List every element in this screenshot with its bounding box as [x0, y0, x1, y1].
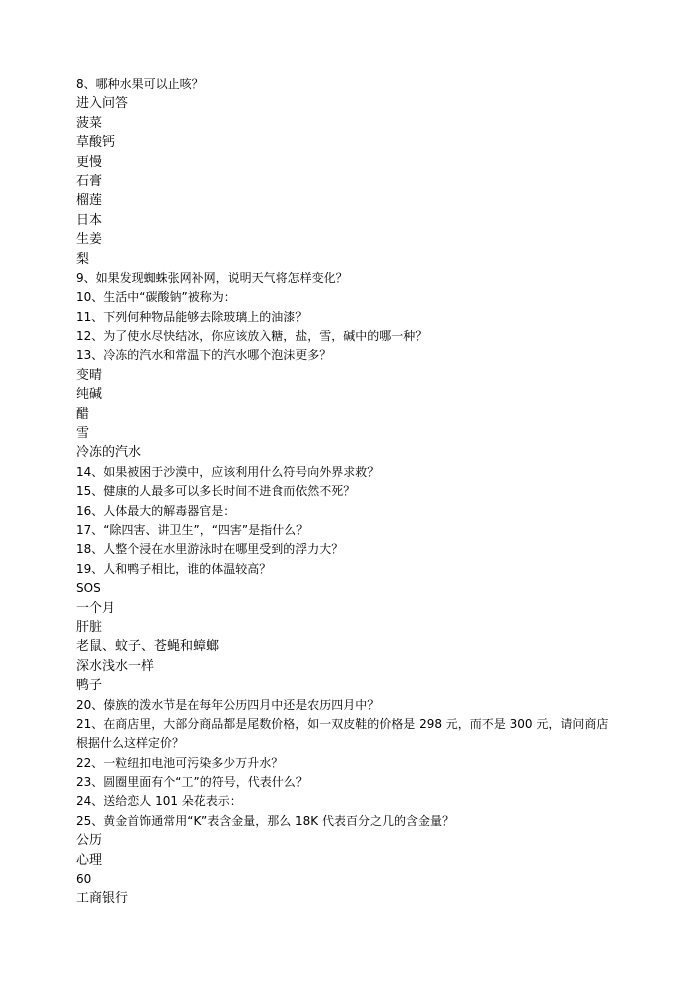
question-line: 20、傣族的泼水节是在每年公历四月中还是农历四月中？: [76, 697, 380, 712]
question-line: 13、冷冻的汽水和常温下的汽水哪个泡沫更多？: [76, 348, 332, 363]
question-line: 25、黄金首饰通常用“K”表含金量，那么 18K 代表百分之几的含金量？: [76, 813, 454, 828]
answer-line: 冷冻的汽水: [76, 445, 142, 461]
question-line: 11、下列何种物品能够去除玻璃上的油漆？: [76, 309, 308, 324]
question-line: 22、一粒纽扣电池可污染多少万升水？: [76, 755, 284, 770]
question-line: 12、为了使水尽快结冰，你应该放入糖，盐，雪，碱中的哪一种？: [76, 329, 428, 344]
question-line: 19、人和鸭子相比，谁的体温较高？: [76, 561, 272, 576]
question-line: 9、如果发现蜘蛛张网补网，说明天气将怎样变化？: [76, 270, 348, 285]
answer-line: 公历: [76, 833, 103, 849]
answer-line: 菠菜: [76, 115, 103, 131]
answer-line: 变晴: [76, 367, 103, 383]
answer-line: 雪: [76, 426, 90, 442]
question-line: 8、哪种水果可以止咳？: [76, 77, 204, 91]
answer-line: 鸭子: [76, 678, 103, 694]
question-line: 10、生活中“碳酸钠”被称为：: [76, 290, 236, 305]
question-line: 23、圆圈里面有个“工”的符号，代表什么？: [76, 775, 308, 790]
answer-line: 工商银行: [76, 891, 129, 907]
answer-line: 老鼠、蚊子、苍蝇和蟑螂: [76, 639, 220, 655]
answer-line: 生姜: [76, 232, 103, 248]
question-line: 60: [76, 872, 92, 887]
question-line: 18、人整个浸在水里游泳时在哪里受到的浮力大？: [76, 542, 344, 557]
document-page: [76, 75, 646, 909]
answer-line: 草酸钙: [76, 135, 116, 151]
question-line: SOS: [76, 581, 101, 596]
question-line: 21、在商店里，大部分商品都是尾数价格，如一双皮鞋的价格是 298 元，而不是 300 元，请问商店: [76, 716, 609, 731]
answer-line: 日本: [76, 212, 103, 228]
answer-line: 肝脏: [76, 619, 103, 635]
question-line: 14、如果被困于沙漠中，应该利用什么符号向外界求救？: [76, 464, 380, 479]
answer-line: 纯碱: [76, 387, 103, 403]
answer-line: 梨: [76, 251, 90, 267]
question-line: 15、健康的人最多可以多长时间不进食而依然不死？: [76, 484, 356, 499]
answer-line: 心理: [76, 852, 103, 868]
answer-line: 更慢: [76, 154, 103, 170]
answer-line: 石膏: [76, 173, 103, 189]
answer-line: 一个月: [76, 600, 116, 616]
answer-line: 深水浅水一样: [76, 658, 155, 674]
question-line: 17、“除四害、讲卫生”，“四害”是指什么？: [76, 522, 309, 537]
answer-line: 进入问答: [76, 96, 129, 112]
answer-line: 醋: [76, 406, 90, 422]
question-line: 16、人体最大的解毒器官是：: [76, 503, 236, 518]
answer-line: 榴莲: [76, 193, 103, 209]
question-line: 24、送给恋人 101 朵花表示：: [76, 794, 242, 809]
question-line: 根据什么这样定价？: [76, 736, 185, 751]
